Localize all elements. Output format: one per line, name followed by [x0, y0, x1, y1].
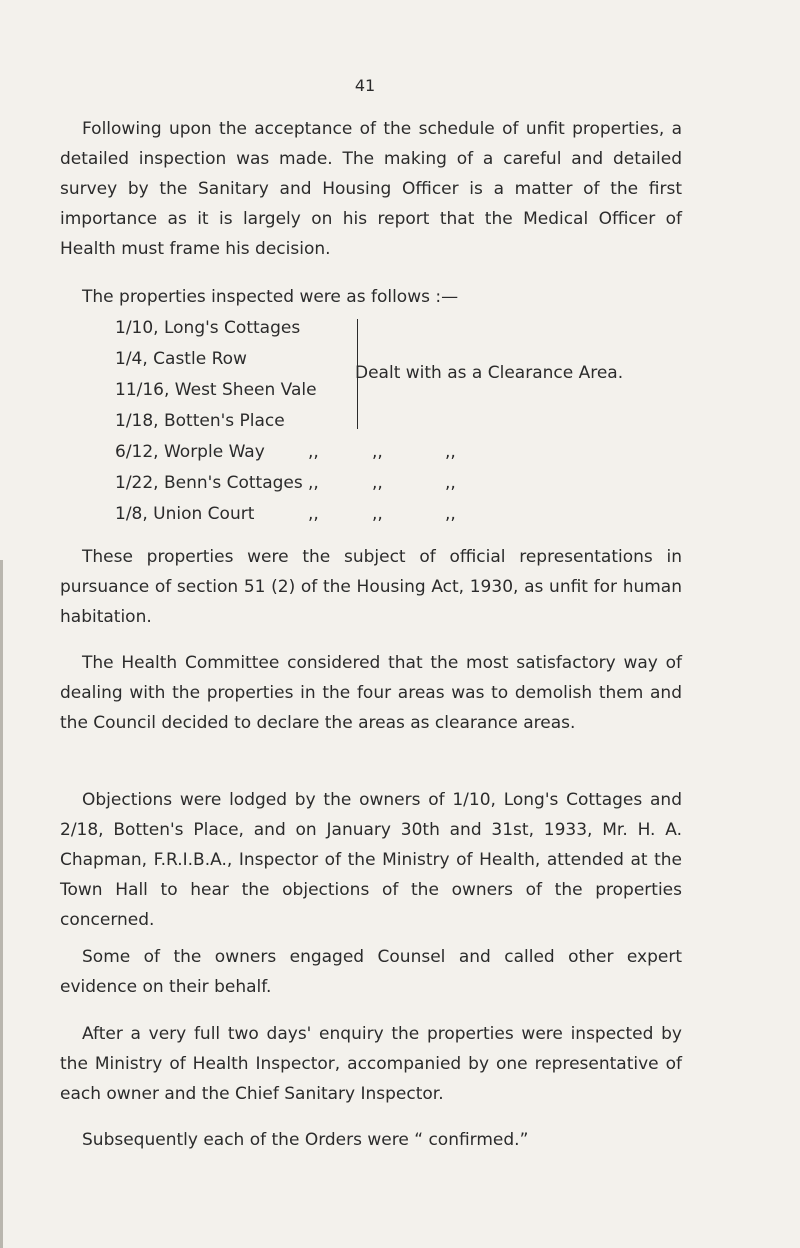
ditto-mark: ,, — [372, 442, 383, 462]
ditto-mark: ,, — [445, 442, 456, 462]
property-item: 1/10, Long's Cottages — [115, 318, 301, 338]
property-item: 1/8, Union Court — [115, 504, 255, 524]
clearance-area-status: Dealt with as a Clearance Area. — [355, 363, 624, 383]
ditto-mark: ,, — [445, 504, 456, 524]
ditto-mark: ,, — [308, 442, 319, 462]
ditto-mark: ,, — [445, 473, 456, 493]
paragraph-enquiry: After a very full two days' enquiry the properties were inspected by the Ministry of Health Inspector, accompanied by one representative of each owner and the Chief Sanitary Inspector. — [60, 1024, 682, 1104]
property-item: 1/18, Botten's Place — [115, 411, 285, 431]
property-item: 1/22, Benn's Cottages — [115, 473, 303, 493]
property-item: 11/16, West Sheen Vale — [115, 380, 317, 400]
paragraph-confirmed: Subsequently each of the Orders were “ confirmed.” — [82, 1130, 529, 1150]
paragraph-inspection: Following upon the acceptance of the schedule of unfit properties, a detailed inspection was made. The making of a careful and detailed survey by the Sanitary and Housing Officer is a matter of the first importance as it is largely on his report that the Medical Officer of Health must frame his decision. — [60, 119, 682, 259]
page-number: 41 — [354, 76, 376, 95]
paragraph-health-committee: The Health Committee considered that the most satisfactory way of dealing with the properties in the four areas was to demolish them and the Council decided to declare the areas as clearance areas. — [60, 653, 682, 733]
ditto-mark: ,, — [308, 473, 319, 493]
property-item: 6/12, Worple Way — [115, 442, 265, 462]
paragraph-objections: Objections were lodged by the owners of 1/10, Long's Cottages and 2/18, Botten's Place, and on January 30th and 31st, 1933, Mr. H. A. Chapman, F.R.I.B.A., Inspector of the Ministry of Health, attended at the Town Hall to hear the objections of the owners of the properties concerned. — [60, 790, 682, 930]
page-edge-shadow — [0, 560, 3, 1248]
ditto-mark: ,, — [372, 504, 383, 524]
ditto-mark: ,, — [308, 504, 319, 524]
paragraph-counsel: Some of the owners engaged Counsel and called other expert evidence on their behalf. — [60, 947, 682, 997]
property-item: 1/4, Castle Row — [115, 349, 247, 369]
properties-intro: The properties inspected were as follows :— — [82, 287, 459, 307]
paragraph-representations: These properties were the subject of official representations in pursuance of section 51 (2) of the Housing Act, 1930, as unfit for human habitation. — [60, 547, 682, 627]
ditto-mark: ,, — [372, 473, 383, 493]
